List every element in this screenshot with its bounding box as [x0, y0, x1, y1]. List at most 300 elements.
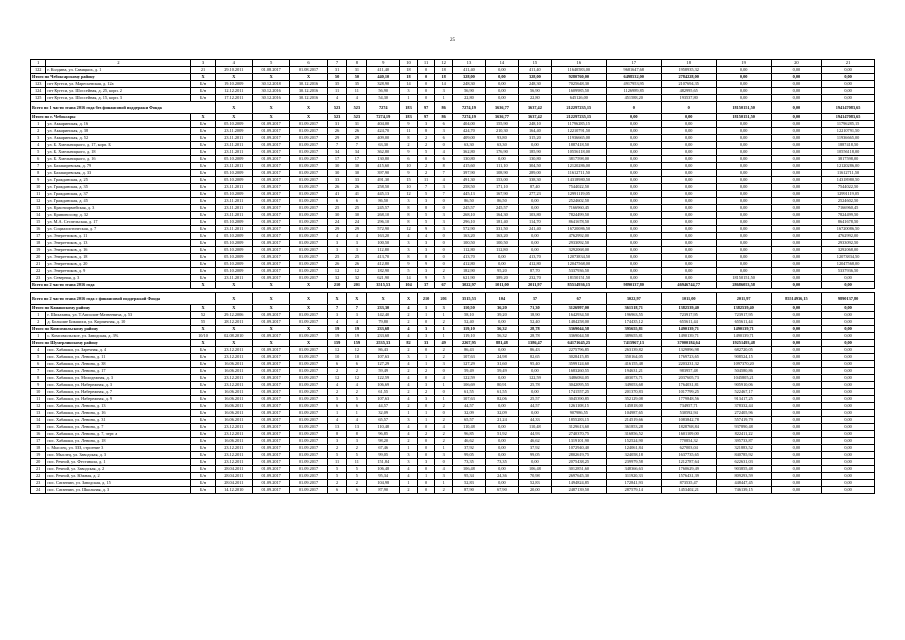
table-cell: 01.09.2017 — [252, 417, 289, 424]
table-cell: 1 — [31, 312, 46, 319]
table-cell: 50 — [347, 74, 367, 81]
table-cell: 0,00 — [822, 74, 875, 81]
table-cell: 35 — [327, 81, 347, 88]
table-cell: 8 — [327, 431, 347, 438]
table-cell: 01.09.2017 — [290, 261, 327, 268]
table-cell: 12.12.2011 — [215, 88, 252, 95]
table-cell: Б/н — [191, 275, 215, 282]
table-cell: 01.09.2017 — [252, 212, 289, 219]
table-cell: 107,63 — [367, 354, 400, 361]
table-cell: Б/н — [191, 382, 215, 389]
table-cell: 4762992,00 — [822, 233, 875, 240]
table-cell: 2203231,32 — [661, 361, 716, 368]
table-cell: Б/н — [191, 170, 215, 177]
address-cell: ул. Энергетиков, д. 18 — [46, 254, 191, 261]
table-cell: 30 — [347, 212, 367, 219]
table-cell: 29.12.2006 — [215, 312, 252, 319]
table-cell: 01.09.2017 — [290, 354, 327, 361]
table-cell: 0,00 — [716, 226, 771, 233]
table-cell: 30 — [327, 212, 347, 219]
table-row — [31, 319, 875, 326]
table-cell: 172841,93 — [606, 480, 661, 487]
table-cell: 0,00 — [771, 410, 822, 417]
table-cell: 0,00 — [822, 480, 875, 487]
table-cell: 2 — [400, 438, 418, 445]
table-cell: 37 — [518, 293, 551, 305]
table-cell: 31 — [327, 121, 347, 128]
table-cell: 05.10.2009 — [215, 240, 252, 247]
summary-row — [31, 102, 875, 114]
table-cell: 86,50 — [367, 198, 400, 205]
table-cell: 2 — [400, 403, 418, 410]
table-cell: 5 — [417, 149, 435, 156]
table-cell: 0,00 — [771, 254, 822, 261]
table-cell: 7 — [417, 184, 435, 191]
table-cell: 4 — [327, 233, 347, 240]
table-cell: 26 — [327, 128, 347, 135]
table-cell: 2 — [435, 487, 453, 494]
table-cell: 12120286,00 — [822, 163, 875, 170]
table-cell: 3817598,00 — [551, 156, 606, 163]
table-cell: 0,00 — [771, 95, 822, 102]
table-cell: 0,00 — [771, 205, 822, 212]
column-number-cell: 5 — [252, 60, 289, 67]
table-cell: 0,00 — [606, 261, 661, 268]
table-cell: 0,00 — [771, 382, 822, 389]
table-cell: 0,00 — [771, 312, 822, 319]
table-row — [31, 473, 875, 480]
table-cell: 12210791,50 — [822, 128, 875, 135]
table-cell: 7025648,30 — [551, 81, 606, 88]
table-cell: 28686053,58 — [716, 282, 771, 289]
table-cell: 0,00 — [822, 424, 875, 431]
address-cell: ул. Гражданская, д. 25 — [46, 177, 191, 184]
table-cell: 32 — [327, 275, 347, 282]
table-cell: 0,00 — [822, 382, 875, 389]
table-cell: 3 — [31, 135, 46, 142]
table-cell: 01.09.2017 — [290, 156, 327, 163]
table-cell: 411,40 — [452, 67, 485, 74]
table-row — [31, 389, 875, 396]
table-cell: 01.09.2017 — [252, 410, 289, 417]
table-cell: 11612711,50 — [822, 170, 875, 177]
table-cell: 9280760,00 — [551, 74, 606, 81]
table-cell: 0,00 — [716, 74, 771, 81]
table-cell: 15 — [400, 177, 418, 184]
table-cell: 2 — [435, 431, 453, 438]
summary-label-cell: Итого по Канашскому району — [31, 305, 191, 312]
table-cell: 110,48 — [367, 424, 400, 431]
table-cell: Б/н — [191, 128, 215, 135]
table-cell: 530592,94 — [661, 410, 716, 417]
table-cell: 5 — [417, 212, 435, 219]
table-cell: 2 — [435, 347, 453, 354]
table-cell: 5 — [347, 452, 367, 459]
address-cell: ул. Энергетиков, д. 11 — [46, 233, 191, 240]
table-cell: 6 — [347, 487, 367, 494]
table-cell: 82 — [400, 340, 418, 347]
table-cell: 23 — [31, 480, 46, 487]
table-cell: 3022,97 — [606, 293, 661, 305]
table-cell: 9 — [400, 170, 418, 177]
table-cell: 104 — [485, 293, 518, 305]
table-cell: 523 — [347, 102, 367, 114]
table-cell: 2 — [347, 368, 367, 375]
table-cell: 18 — [435, 67, 453, 74]
table-cell: 7 — [435, 170, 453, 177]
table-cell: 0,00 — [518, 142, 551, 149]
address-cell: пгт Кугеси, ул. Шоссейная, д. 15, корп. 3 — [46, 95, 191, 102]
table-row — [31, 347, 875, 354]
table-cell: 0,00 — [606, 121, 661, 128]
table-cell: 01.09.2017 — [290, 424, 327, 431]
table-cell: 0,00 — [606, 184, 661, 191]
table-cell: 99,05 — [367, 452, 400, 459]
table-cell: Х — [191, 114, 215, 121]
table-cell: 11 — [347, 459, 367, 466]
table-cell: 17 — [347, 156, 367, 163]
table-cell: 29 — [347, 226, 367, 233]
table-cell: 18 — [400, 67, 418, 74]
table-cell: 0,00 — [716, 67, 771, 74]
column-number-cell: 1 — [31, 60, 46, 67]
table-cell: 0,00 — [822, 361, 875, 368]
table-cell: 1 — [417, 305, 435, 312]
table-cell: 328,00 — [518, 74, 551, 81]
table-cell: 01.09.2017 — [252, 396, 289, 403]
table-cell: Х — [290, 114, 327, 121]
table-cell: 1 — [31, 333, 46, 340]
table-cell: 63,30 — [367, 142, 400, 149]
table-cell: 8 — [417, 205, 435, 212]
table-cell: 17 — [31, 438, 46, 445]
table-cell: 3045390,85 — [551, 396, 606, 403]
table-cell: 51,92 — [485, 431, 518, 438]
table-cell: 2 — [435, 268, 453, 275]
table-cell: 01.09.2017 — [252, 191, 289, 198]
table-cell: 9 — [417, 226, 435, 233]
table-cell: Х — [400, 293, 418, 305]
table-cell: 1261108,15 — [551, 403, 606, 410]
table-cell: 01.09.2017 — [252, 135, 289, 142]
summary-label-cell: Итого по Комсомольскому району — [31, 326, 191, 333]
table-cell: 0,00 — [661, 128, 716, 135]
table-cell: 12 — [327, 268, 347, 275]
table-cell: 0,00 — [771, 424, 822, 431]
table-cell: 01.09.2017 — [252, 347, 289, 354]
table-cell: 1386,47 — [518, 340, 551, 347]
table-cell: 104987,65 — [606, 410, 661, 417]
table-cell: 0,00 — [661, 191, 716, 198]
table-cell: 0,00 — [771, 340, 822, 347]
table-cell: 0,00 — [518, 240, 551, 247]
table-cell: 130,80 — [367, 156, 400, 163]
table-cell: 0,00 — [771, 473, 822, 480]
table-cell: 21 — [31, 466, 46, 473]
table-cell: 1319101,90 — [551, 438, 606, 445]
table-cell: 19 — [327, 333, 347, 340]
table-cell: 404,00 — [452, 121, 485, 128]
table-cell: 0,00 — [661, 184, 716, 191]
table-cell: 9681647,68 — [606, 67, 661, 74]
table-cell: 05.10.2009 — [215, 191, 252, 198]
table-cell: 37 — [417, 282, 435, 289]
address-cell: ул. Энергетиков, д. 13 — [46, 240, 191, 247]
table-cell: 2 — [400, 487, 418, 494]
table-cell: 01.09.2017 — [290, 438, 327, 445]
table-cell: 0 — [435, 247, 453, 254]
table-cell: 908524,15 — [716, 354, 771, 361]
table-cell: 0,00 — [771, 88, 822, 95]
table-cell: 20 — [31, 254, 46, 261]
table-cell: 01.09.2017 — [290, 198, 327, 205]
table-cell: 0,00 — [661, 156, 716, 163]
table-cell: 3 — [327, 312, 347, 319]
table-cell: Х — [290, 282, 327, 289]
table-cell: 26 — [347, 184, 367, 191]
table-cell: 152524,90 — [606, 438, 661, 445]
table-cell: 01.09.2017 — [290, 254, 327, 261]
table-cell: 196963,55 — [606, 312, 661, 319]
table-cell: 67 — [551, 293, 606, 305]
table-cell: 3515,53 — [367, 282, 400, 289]
table-cell: 01.09.2017 — [290, 368, 327, 375]
table-cell: 0 — [435, 240, 453, 247]
table-cell: 95,40 — [518, 361, 551, 368]
table-cell: 1828768,84 — [661, 424, 716, 431]
table-cell: Х — [252, 74, 289, 81]
table-cell: 0,00 — [606, 240, 661, 247]
table-cell: 572,90 — [367, 226, 400, 233]
table-cell: 05.10.2009 — [215, 219, 252, 226]
table-cell: 0 — [417, 347, 435, 354]
table-cell: Х — [215, 102, 252, 114]
table-cell: 01.09.2017 — [290, 333, 327, 340]
table-cell: 11796285,15 — [551, 121, 606, 128]
table-cell: Б/н — [191, 149, 215, 156]
column-number-cell: 15 — [518, 60, 551, 67]
table-cell: 110,48 — [452, 424, 485, 431]
table-cell: 0,00 — [485, 319, 518, 326]
table-cell: Х — [191, 305, 215, 312]
table-cell: 3 — [417, 382, 435, 389]
address-cell: ул. Аккаринская, д. 16 — [46, 121, 191, 128]
table-cell: 11796285,15 — [822, 121, 875, 128]
table-cell: 20,00 — [518, 487, 551, 494]
table-cell: 181,40 — [485, 219, 518, 226]
table-cell: 7166960,45 — [822, 205, 875, 212]
table-cell: 20 — [31, 459, 46, 466]
table-cell: 1212787,64 — [661, 459, 716, 466]
table-cell: 397,90 — [452, 170, 485, 177]
table-cell: 0 — [417, 424, 435, 431]
table-cell: 7 — [327, 142, 347, 149]
table-cell: 3129613,60 — [551, 424, 606, 431]
table-cell: 30.12.2016 — [290, 81, 327, 88]
table-cell: 01.09.2017 — [290, 128, 327, 135]
table-cell: 1072940,40 — [551, 445, 606, 452]
table-cell: 01.09.2017 — [290, 403, 327, 410]
table-cell: 0,00 — [606, 149, 661, 156]
table-cell: 6 — [347, 198, 367, 205]
address-cell: с. Мыслец, ул. ЗЗЗ, строение 3 — [46, 445, 191, 452]
table-cell: 82,06 — [485, 396, 518, 403]
table-cell: 907986,55 — [551, 410, 606, 417]
address-cell: ул. Кривоносову, д. 32 — [46, 212, 191, 219]
table-cell: 645126,00 — [551, 95, 606, 102]
table-cell: 26 — [347, 261, 367, 268]
table-cell: Б/н — [191, 205, 215, 212]
table-cell: 621,90 — [452, 275, 485, 282]
table-cell: 24 — [31, 487, 46, 494]
table-cell: 0,00 — [822, 81, 875, 88]
table-cell: 6 — [347, 403, 367, 410]
table-cell: 87,70 — [518, 268, 551, 275]
table-cell: 0,00 — [606, 275, 661, 282]
table-cell: 0 — [435, 233, 453, 240]
table-cell: 0 — [417, 74, 435, 81]
table-cell: 127,29 — [452, 361, 485, 368]
table-cell: 361853,28 — [606, 424, 661, 431]
table-cell: 3637,42 — [518, 102, 551, 114]
table-cell: 0,00 — [771, 396, 822, 403]
column-number-cell: 19 — [716, 60, 771, 67]
table-cell: 01.09.2017 — [290, 163, 327, 170]
table-cell: 214519,66 — [606, 417, 661, 424]
table-cell: 0,00 — [771, 347, 822, 354]
table-cell: 4 — [400, 396, 418, 403]
table-cell: 0,00 — [485, 438, 518, 445]
table-cell: 23.12.2011 — [215, 445, 252, 452]
table-cell: Б/н — [191, 459, 215, 466]
table-cell: 12 — [347, 347, 367, 354]
table-cell: 01.09.2017 — [290, 361, 327, 368]
table-cell: 0,00 — [822, 375, 875, 382]
table-cell: 2 — [417, 368, 435, 375]
table-cell: 3 — [400, 452, 418, 459]
table-cell: 0 — [435, 459, 453, 466]
table-cell: 1382539,40 — [661, 305, 716, 312]
address-cell: пос. Хабашки, ул. Ленина, д. 31 — [46, 417, 191, 424]
table-cell: 1 — [400, 410, 418, 417]
table-cell: 0,00 — [661, 268, 716, 275]
table-cell: 0,00 — [661, 212, 716, 219]
table-cell: 55 — [191, 319, 215, 326]
address-cell: пос. Хабашки, ул. Ленина, д. 7 — [46, 424, 191, 431]
address-cell: ул. Аккаринская, д. 52 — [46, 135, 191, 142]
table-cell: 1017799,25 — [661, 389, 716, 396]
table-cell: 0,00 — [661, 247, 716, 254]
table-cell: 0,00 — [822, 95, 875, 102]
summary-label-cell: Всего по 1 части этапа 2016 года без финансовой поддержки Фонда — [31, 102, 216, 114]
table-cell: 01.09.2017 — [290, 121, 327, 128]
table-cell: 0,00 — [485, 156, 518, 163]
table-cell: 2 — [327, 445, 347, 452]
table-cell: 2 — [327, 480, 347, 487]
table-cell: 1494824,85 — [551, 480, 606, 487]
table-cell: 26 — [327, 261, 347, 268]
table-cell: 328,90 — [367, 81, 400, 88]
address-cell: пос. Хабашки, ул. Набережная, д. 9 — [46, 396, 191, 403]
column-number-row — [31, 60, 875, 67]
table-cell: 65,57 — [367, 417, 400, 424]
table-cell: 3 — [327, 247, 347, 254]
table-cell: 8 — [400, 254, 418, 261]
table-cell: 296,10 — [452, 219, 485, 226]
table-cell: 523 — [347, 114, 367, 121]
table-cell: 0,00 — [661, 170, 716, 177]
table-cell: 1382539,40 — [716, 305, 771, 312]
table-cell: 0,00 — [606, 226, 661, 233]
table-row — [31, 191, 875, 198]
table-cell: 746139,15 — [716, 487, 771, 494]
table-cell: 31 — [347, 121, 367, 128]
table-cell: 163,20 — [485, 233, 518, 240]
table-cell: Б/н — [191, 487, 215, 494]
table-cell: 0,00 — [822, 282, 875, 289]
table-cell: 29.10.2011 — [215, 67, 252, 74]
table-row — [31, 121, 875, 128]
table-cell: 0,00 — [771, 240, 822, 247]
table-cell: 1 — [31, 121, 46, 128]
table-cell: 2 — [435, 354, 453, 361]
summary-row — [31, 114, 875, 121]
column-number-cell: 20 — [771, 60, 822, 67]
table-cell: 873535,47 — [661, 480, 716, 487]
column-number-cell: 7 — [327, 60, 347, 67]
table-cell: 0,00 — [822, 466, 875, 473]
table-cell: 2 — [417, 142, 435, 149]
table-cell: 29 — [327, 135, 347, 142]
table-cell: 106,69 — [452, 382, 485, 389]
table-cell: 123 — [31, 81, 46, 88]
table-cell: 01.09.2017 — [252, 452, 289, 459]
table-cell: 96,85 — [452, 431, 485, 438]
table-cell: 16 — [31, 431, 46, 438]
table-cell: 0,00 — [606, 135, 661, 142]
table-cell: 01.09.2017 — [252, 368, 289, 375]
table-cell: 0,00 — [606, 233, 661, 240]
table-cell: 0,00 — [716, 135, 771, 142]
table-cell: 16.06.2011 — [215, 403, 252, 410]
table-cell: 0,00 — [771, 452, 822, 459]
table-cell: 0,00 — [716, 142, 771, 149]
table-cell: 01.09.2017 — [290, 445, 327, 452]
table-cell: 3126997,00 — [551, 305, 606, 312]
summary-row — [31, 282, 875, 289]
table-cell: 0,00 — [771, 368, 822, 375]
address-cell: г. Колдина, ул. Савицких, д. 1 — [46, 67, 191, 74]
table-cell: 0 — [417, 319, 435, 326]
table-cell: 29 — [327, 226, 347, 233]
table-cell: 36,20 — [485, 305, 518, 312]
table-cell: 289,00 — [518, 170, 551, 177]
table-cell: 239979,58 — [606, 459, 661, 466]
table-cell: 5 — [347, 466, 367, 473]
address-cell: пос. Хабашки, ул. Ленина, д. 13 — [46, 403, 191, 410]
table-cell: 304,50 — [518, 163, 551, 170]
table-cell: 10556118,00 — [551, 149, 606, 156]
table-cell: 01.09.2017 — [252, 424, 289, 431]
table-cell: 248,10 — [518, 121, 551, 128]
summary-label-cell: Итого по Чебоксарскому району — [31, 74, 191, 81]
table-cell: 01.09.2017 — [252, 459, 289, 466]
address-cell: ул. Северная, д. 3 — [46, 275, 191, 282]
table-cell: 2 — [417, 431, 435, 438]
table-cell: 124061,84 — [606, 445, 661, 452]
table-cell: 86,50 — [452, 198, 485, 205]
address-cell: ул. Гражданская, д. 35 — [46, 184, 191, 191]
